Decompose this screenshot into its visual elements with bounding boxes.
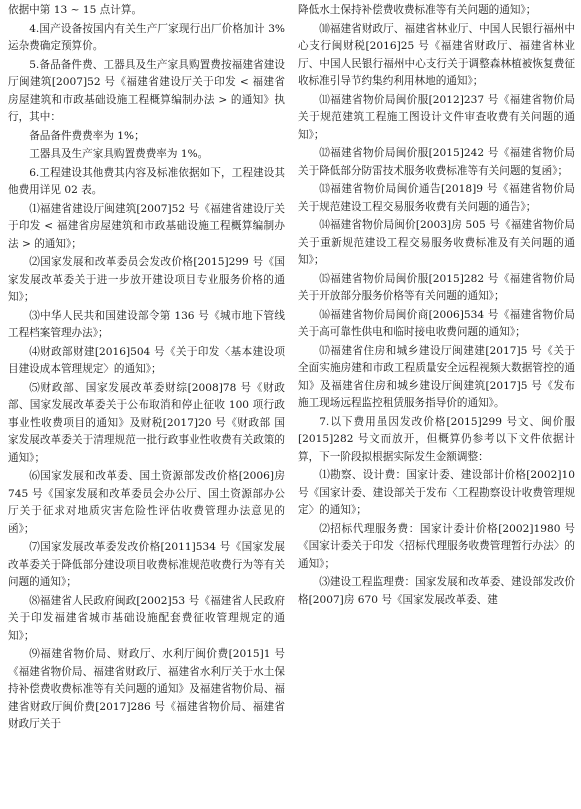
list-item: ⒄福建省住房和城乡建设厅闽建建[2017]5 号《关于全面实施房建和市政工程质量安全远程视频大数据管控的通知》及福建省住房和城乡建设厅闽建筑[2017]5 号《发布施工现场远程监控租赁服务指导价的通知》。 xyxy=(298,344,575,409)
list-item: ⑿福建省物价局闽价服[2015]242 号《福建省物价局关于降低部分防雷技术服务收费标准等有关问题的复函》； xyxy=(298,147,575,177)
list-item: ⒃福建省物价局闽价商[2006]534 号《福建省物价局关于高可靠性供电和临时接电收费问题的通知》； xyxy=(298,308,575,338)
paragraph: 4.国产设备按国内有关生产厂家现行出厂价格加计 3%运杂费确定预算价。 xyxy=(8,22,285,52)
right-column xyxy=(298,2,575,610)
left-column xyxy=(8,2,285,735)
paragraph: 7.以下费用虽因发改价格[2015]299 号文、闽价服[2015]282 号文而放开，但概算仍参考以下文件依据计算，下一阶段拟根据实际发生金额调整： xyxy=(298,415,575,463)
paragraph: 依据中第 13 ~ 15 点计算。 xyxy=(8,4,143,16)
paragraph: 备品备件费费率为 1%； xyxy=(29,129,145,142)
paragraph: 降低水土保持补偿费收费标准等有关问题的通知》； xyxy=(298,4,537,16)
list-item: ⑹国家发展和改革委、国土资源部发改价格[2006]房 745 号《国家发展和改革委员会办公厅、国土资源部办公厅关于征求对地质灾害危险性评估收费管理办法意见的函》； xyxy=(8,470,285,535)
list-item: ⑸财政部、国家发展改革委财综[2008]78 号《财政部、国家发展改革委关于公布取消和停止征收 100 项行政事业性收费项目的通知》及财税[2017]20 号《财政部 国家发展改革委关于清理规范一批行政事业性收费有关政策的通知》； xyxy=(8,381,285,464)
list-item: ⒂福建省物价局闽价服[2015]282 号《福建省物价局关于开放部分服务价格等有关问题的通知》； xyxy=(298,272,575,302)
list-item: ⑾福建省物价局闽价服[2012]237 号《福建省物价局关于规范建筑工程施工图设计文件审查收费有关问题的通知》； xyxy=(298,93,575,141)
list-item: ⑴勘察、设计费：国家计委、建设部计价格[2002]10 号《国家计委、建设部关于发布〈工程勘察设计收费管理规定〉的通知》； xyxy=(298,469,575,516)
list-item: ⒀福建省物价局闽价通告[2018]9 号《福建省物价局关于规范建设工程交易服务收费有关问题的通告》； xyxy=(298,183,575,213)
list-item: ⒁福建省物价局闽价[2003]房 505 号《福建省物价局关于重新规范建设工程交易服务收费标准及有关问题的通知》； xyxy=(298,219,575,266)
paragraph: 工器具及生产家具购置费费率为 1%。 xyxy=(29,148,209,160)
list-item: ⑽福建省财政厅、福建省林业厅、中国人民银行福州中心支行闽财税[2016]25 号《福建省财政厅、福建省林业厅、中国人民银行福州中心支行关于调整森林植被恢复费征收标准引导节约集约利用林地的通知》； xyxy=(298,22,575,87)
paragraph: 6.工程建设其他费其内容及标准依据如下，工程建设其他费用详见 02 表。 xyxy=(8,166,285,196)
paragraph: 5.备品备件费、工器具及生产家具购置费按福建省建设厅闽建筑[2007]52 号《福建省建设厅关于印发 < 福建省房屋建筑和市政基础设施工程概算编制办法 > 的通知》执行，其中： xyxy=(8,58,285,123)
list-item: ⑵招标代理服务费：国家计委计价格[2002]1980 号《国家计委关于印发〈招标代理服务收费管理暂行办法〉的通知》； xyxy=(298,522,575,570)
list-item: ⑼福建省物价局、财政厅、水利厅闽价费[2015]1 号《福建省物价局、福建省财政厅、福建省水利厅关于水土保持补偿费收费标准等有关问题的通知》及福建省物价局、福建省财政厅闽价费[2017]286 号《福建省物价局、福建省财政厅关于 xyxy=(8,648,285,730)
list-item: ⑴福建省建设厅闽建筑[2007]52 号《福建省建设厅关于印发 < 福建省房屋建筑和市政基础设施工程概算编制办法 > 的通知》； xyxy=(8,202,285,250)
list-item: ⑷财政部财建[2016]504 号《关于印发〈基本建设项目建设成本管理规定〉的通知》； xyxy=(8,345,285,375)
list-item: ⑻福建省人民政府闽政[2002]53 号《福建省人民政府关于印发福建省城市基础设施配套费征收管理规定的通知》； xyxy=(8,594,285,642)
list-item: ⑵国家发展和改革委员会发改价格[2015]299 号《国家发展改革委关于进一步放开建设项目专业服务价格的通知》； xyxy=(8,256,285,303)
list-item: ⑶建设工程监理费：国家发展和改革委、建设部发改价格[2007]房 670 号《国家发展改革委、建 xyxy=(298,576,575,606)
list-item: ⑺国家发展改革委发改价格[2011]534 号《国家发展改革委关于降低部分建设项目收费标准规范收费行为等有关问题的通知》； xyxy=(8,541,285,588)
list-item: ⑶中华人民共和国建设部令第 136 号《城市地下管线工程档案管理办法》； xyxy=(8,309,285,339)
